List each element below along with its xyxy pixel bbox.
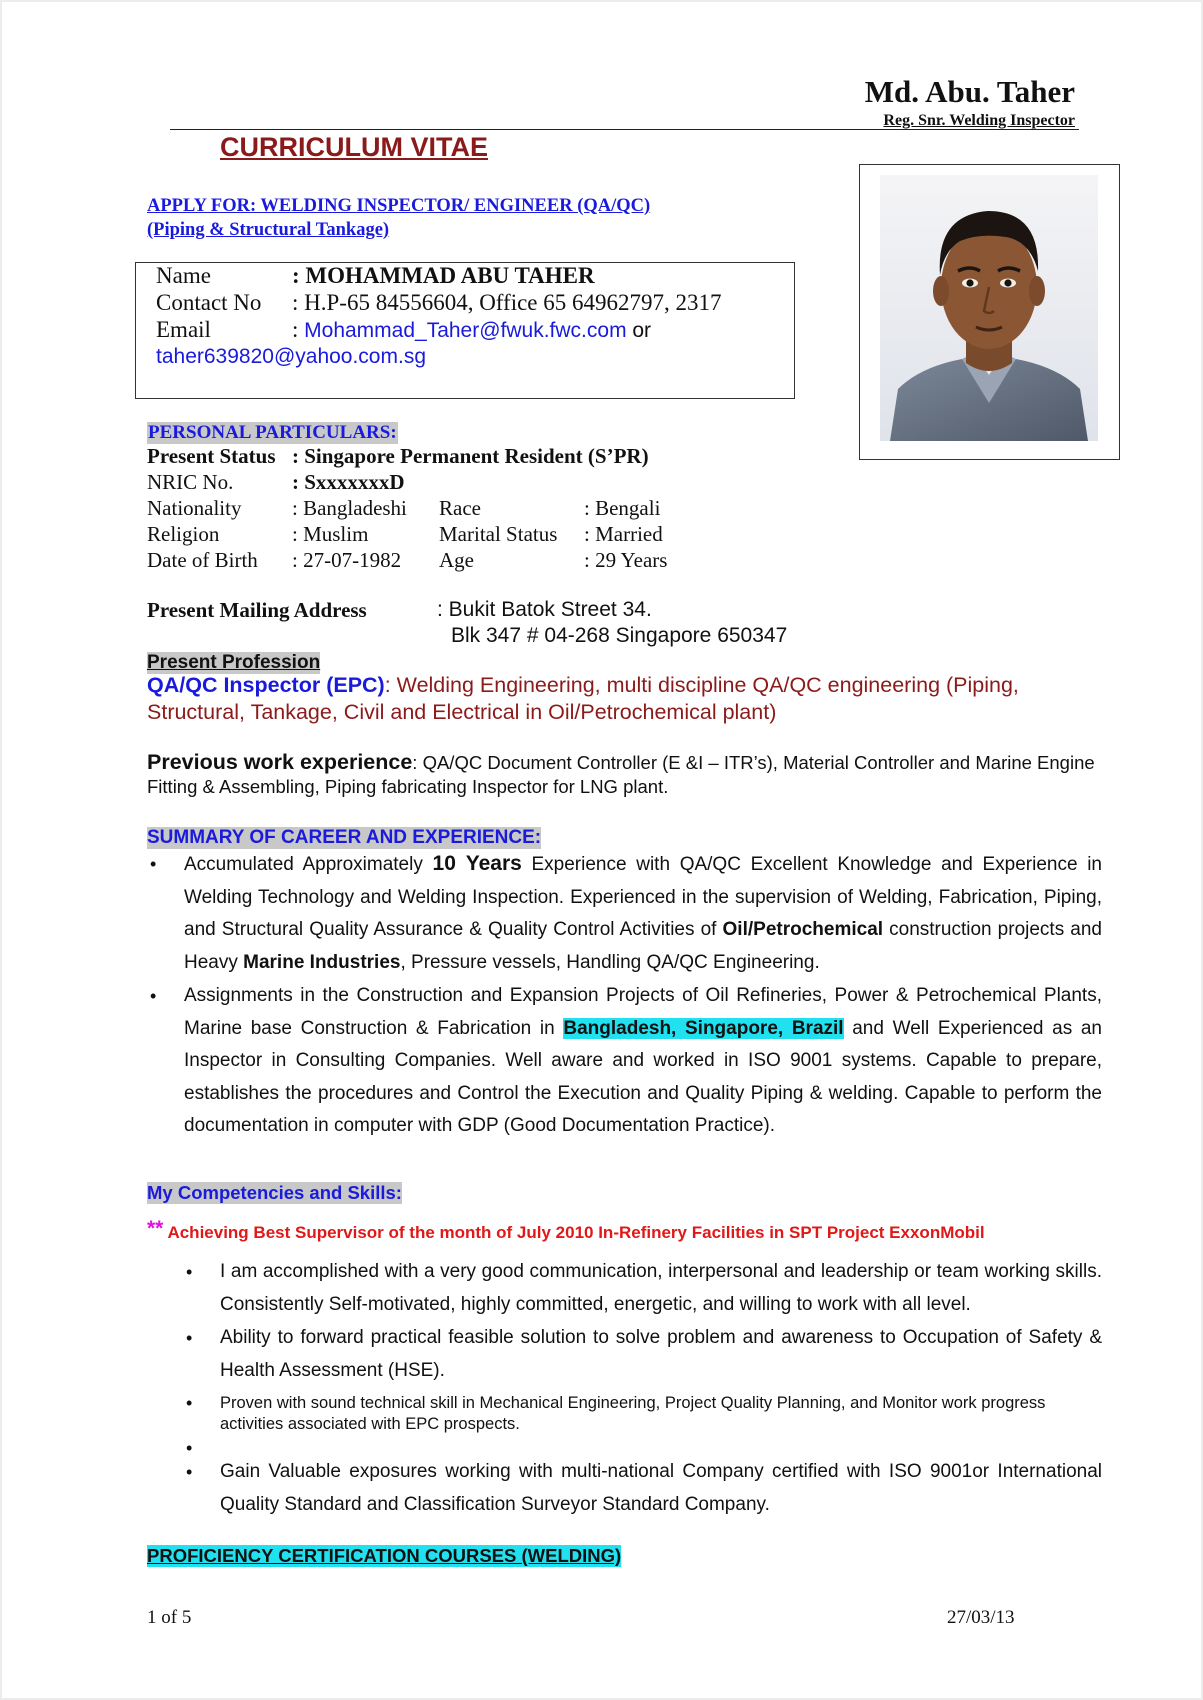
contact-email2-row — [156, 343, 426, 369]
footer-date: 27/03/13 — [947, 1607, 1015, 1628]
summary-b2-text-b: and Well Experienced as an Inspector in Consulting Companies. Well aware and worked in ISO 9001 systems. Capable to prepare, establishes the procedures and Control the Execution and Quality Piping & welding. Capable to perform the documentation in computer with GDP (Good Documentation Practice). — [184, 1017, 1103, 1136]
apply-line-2: (Piping & Structural Tankage) — [147, 220, 390, 240]
mailing-address-line-1: : Bukit Batok Street 34. — [437, 598, 652, 621]
apply-line-1: APPLY FOR: WELDING INSPECTOR/ ENGINEER (QA/QC) — [147, 196, 651, 216]
competency-item-1: • I am accomplished with a very good communication, interpersonal and leadership or team working skills. Consistently Self-motivated, highly committed, energetic, and willing to work with all level. — [220, 1256, 1102, 1321]
email-or: or — [632, 319, 652, 342]
mailing-address-label: Present Mailing Address — [147, 598, 367, 622]
summary-bullet-1 — [184, 848, 1102, 979]
nationality-value: : Bangladeshi — [292, 496, 407, 520]
marital-label: Marital Status — [439, 522, 558, 546]
photo-frame — [859, 164, 1120, 460]
summary-b1-text-a: Accumulated Approximately — [184, 854, 433, 875]
contact-label: Contact No — [156, 290, 262, 315]
race-value: : Bengali — [584, 496, 661, 520]
nationality-label: Nationality — [147, 496, 242, 520]
footer-page-number: 1 of 5 — [147, 1607, 192, 1628]
religion-value: : Muslim — [292, 522, 369, 546]
apply-for — [147, 194, 650, 242]
profession-role: QA/QC Inspector (EPC) — [147, 673, 385, 697]
portrait-illustration — [880, 175, 1098, 441]
header-role: Reg. Snr. Welding Inspector — [883, 112, 1075, 129]
cv-title: CURRICULUM VITAE — [220, 132, 488, 162]
name-value: : MOHAMMAD ABU TAHER — [292, 263, 595, 288]
religion-label: Religion — [147, 522, 220, 546]
nric-label: NRIC No. — [147, 470, 234, 494]
contact-phone-row — [156, 290, 722, 316]
dob-label: Date of Birth — [147, 548, 258, 572]
personal-particulars-title: PERSONAL PARTICULARS: — [148, 422, 397, 443]
profession-desc: : Welding Engineering, multi discipline QA/QC engineering (Piping, Structural, Tankage, Civil and Electrical in Oil/Petrochemical plant) — [147, 673, 1019, 724]
header-rule — [170, 129, 1079, 130]
previous-experience-lead: Previous work experience — [147, 750, 413, 774]
previous-experience — [147, 750, 1107, 799]
email-link-primary[interactable]: Mohammad_Taher@fwuk.fwc.com — [304, 319, 627, 342]
summary-b1-years: 10 Years — [432, 852, 522, 875]
email-link-secondary[interactable]: taher639820@yahoo.com.sg — [156, 345, 426, 368]
nric-row — [147, 470, 405, 495]
contact-box — [135, 262, 795, 399]
summary-b2-text-a: Assignments in the Construction and Expansion Projects of Oil Refineries, Power & Petrochemical Plants, Marine base Construction & Fabrication in — [184, 985, 1102, 1039]
race-label: Race — [439, 496, 481, 520]
summary-b1-text-b: Experience with QA/QC Excellent Knowledge and Experience in Welding Technology and Welding Inspection. Experienced in the supervision of Welding, Fabrication, Piping, and Structural Quality Assurance & Quality Control Activities of — [184, 854, 1102, 940]
contact-email-row — [156, 317, 651, 343]
certification-title: PROFICIENCY CERTIFICATION COURSES (WELDING) — [147, 1545, 622, 1566]
marital-value: : Married — [584, 522, 663, 546]
age-value: : 29 Years — [584, 548, 668, 572]
dob-value: : 27-07-1982 — [292, 548, 402, 572]
summary-bullet-2 — [184, 980, 1102, 1143]
summary-b1-text-d: , Pressure vessels, Handling QA/QC Engineering. — [400, 951, 820, 973]
contact-name-row — [156, 263, 595, 289]
summary-b1-text-c: construction projects and Heavy — [184, 919, 1102, 973]
contact-value: : H.P-65 84556604, Office 65 64962797, 2317 — [292, 290, 722, 315]
name-label: Name — [156, 263, 211, 288]
summary-b2-countries: Bangladesh, Singapore, Brazil — [563, 1017, 844, 1039]
present-status-value: : Singapore Permanent Resident (S’PR) — [292, 444, 649, 468]
mailing-address-line-2: Blk 347 # 04-268 Singapore 650347 — [451, 624, 788, 647]
cv-page — [2, 2, 1201, 1698]
header-name: Md. Abu. Taher — [864, 74, 1075, 109]
achievement-stars: ** — [147, 1217, 164, 1240]
competency-item-2: • Ability to forward practical feasible solution to solve problem and awareness to Occupation of Safety & Health Assessment (HSE). — [220, 1322, 1102, 1387]
achievement-text: Achieving Best Supervisor of the month of July 2010 In-Refinery Facilities in SPT Project ExxonMobil — [167, 1223, 985, 1242]
summary-title: SUMMARY OF CAREER AND EXPERIENCE: — [147, 827, 542, 848]
age-label: Age — [439, 548, 474, 572]
nationality-row — [147, 496, 660, 521]
competency-item-5: • Gain Valuable exposures working with multi-national Company certified with ISO 9001or International Quality Standard and Classification Surveyor Standard Company. — [220, 1456, 1102, 1521]
email-sep: : — [292, 317, 299, 342]
competency-item-3: • Proven with sound technical skill in Mechanical Engineering, Project Quality Planning, and Monitor work progress activities associated with EPC prospects. — [220, 1393, 1102, 1435]
previous-experience-text: : QA/QC Document Controller (E &I – ITR’s), Material Controller and Marine Engine Fitting & Assembling, Piping fabricating Inspector for LNG plant. — [147, 752, 1095, 797]
present-profession-text — [147, 672, 1107, 726]
present-profession-label: Present Profession — [147, 652, 321, 673]
nric-value: : SxxxxxxxD — [292, 470, 405, 494]
present-status-label: Present Status — [147, 444, 276, 468]
religion-row — [147, 522, 663, 547]
email-label: Email — [156, 317, 211, 342]
summary-b1-oil: Oil/Petrochemical — [722, 919, 884, 940]
achievement-line — [147, 1217, 985, 1243]
competencies-title: My Competencies and Skills: — [147, 1182, 402, 1203]
portrait-photo — [880, 175, 1098, 441]
present-status-row — [147, 444, 649, 469]
dob-row — [147, 548, 667, 573]
summary-b1-marine: Marine Industries — [243, 951, 401, 973]
